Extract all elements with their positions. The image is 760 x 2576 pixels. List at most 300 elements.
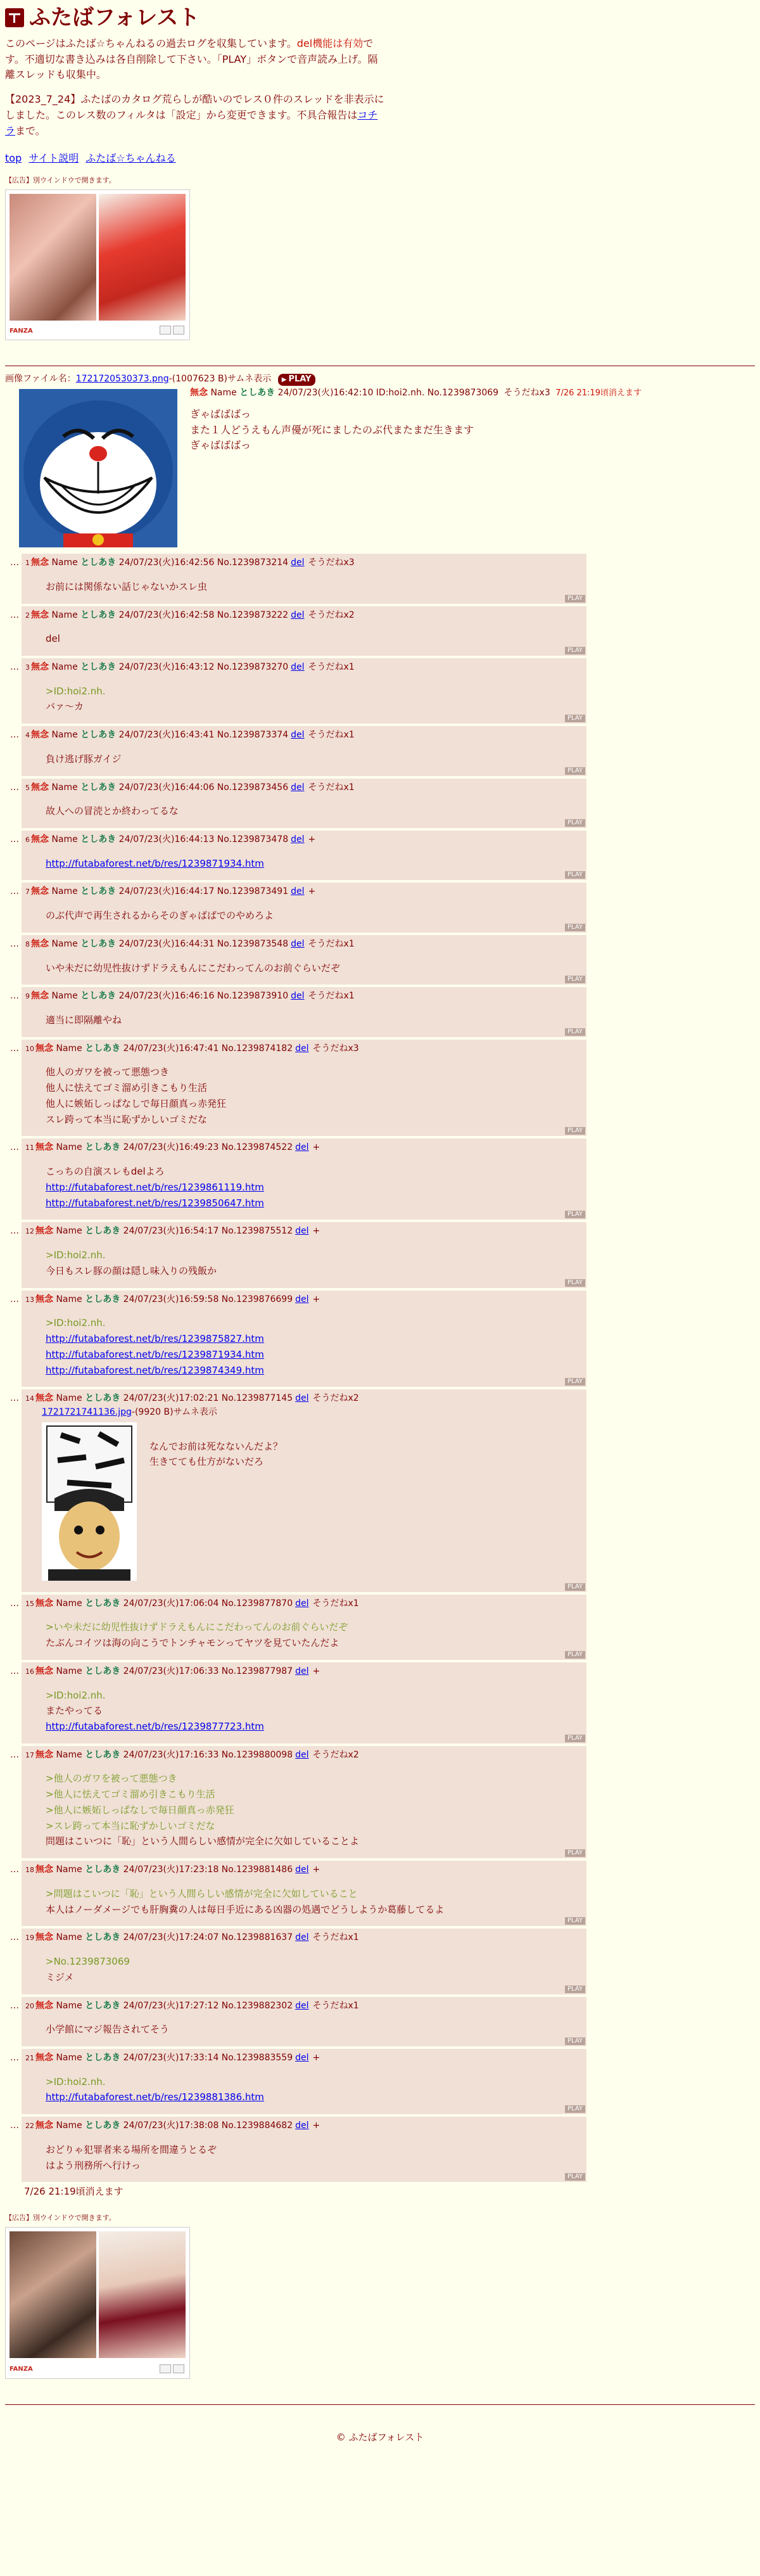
reply-quote: >No.1239873069: [46, 1956, 130, 1968]
del-link[interactable]: del: [291, 730, 305, 741]
reply-name-label: Name: [56, 1294, 82, 1304]
reply-box: [22, 1222, 586, 1287]
ad-image[interactable]: [10, 194, 186, 321]
reply-date: 24/07/23(火)17:27:12 No.1239882302: [123, 2000, 293, 2011]
bug-report-link[interactable]: コチラ: [5, 108, 378, 137]
reply-menu-icon[interactable]: …: [10, 558, 19, 568]
sodane-button[interactable]: そうだねx2: [312, 1749, 359, 1760]
reply-row: [5, 1746, 755, 1858]
sodane-button[interactable]: そうだねx1: [308, 661, 355, 672]
reply-play-button[interactable]: PLAY: [565, 2173, 585, 2181]
reply-name-label: Name: [56, 2000, 82, 2011]
notice-text-2: です。不適切な書き込みは各自削除して下さい。「PLAY」ボタンで音声読み上げ。隔離スレッドも収集中。: [5, 37, 378, 81]
reply-name-label: Name: [51, 886, 78, 897]
reply-menu-icon[interactable]: …: [10, 782, 19, 793]
reply-text: [46, 1164, 583, 1211]
reply-date: 24/07/23(火)17:24:07 No.1239881637: [123, 1932, 293, 1943]
reply-row: [5, 883, 755, 932]
sodane-button[interactable]: +: [312, 1294, 320, 1304]
reply-subject: 無念: [35, 1142, 53, 1153]
reply-row: [5, 554, 755, 603]
site-header: [5, 5, 755, 31]
reply-text: [46, 579, 583, 595]
reply-date: 24/07/23(火)16:54:17 No.1239875512: [123, 1226, 293, 1237]
reply-text: [46, 2074, 583, 2106]
reply-play-button[interactable]: PLAY: [565, 924, 585, 931]
reply-quote: >他人に怯えてゴミ溜め引きこもり生活: [46, 1789, 215, 1801]
reply-box: [22, 658, 586, 724]
reply-subject: 無念: [35, 1749, 53, 1760]
notice-text-1: このページはふたば☆ちゃんねるの過去ログを収集しています。: [5, 37, 297, 49]
reply-line: 他人のガワを被って悪態つき: [46, 1066, 170, 1078]
sodane-button[interactable]: そうだねx1: [312, 1598, 359, 1609]
reply-name: としあき: [85, 1226, 121, 1237]
reply-play-button[interactable]: PLAY: [565, 715, 585, 722]
reply-date: 24/07/23(火)17:23:18 No.1239881486: [123, 1865, 293, 1875]
reply-date: 24/07/23(火)16:44:06 No.1239873456: [118, 782, 289, 793]
del-link[interactable]: del: [295, 2000, 309, 2011]
del-link[interactable]: del: [295, 2120, 309, 2131]
reply-subject: 無念: [35, 1393, 53, 1404]
reply-subject: 無念: [35, 2120, 53, 2131]
reply-box: [22, 2117, 586, 2182]
sodane-button[interactable]: そうだねx2: [308, 609, 355, 620]
reply-header: [25, 885, 583, 899]
site-logo-icon[interactable]: [5, 8, 24, 27]
reply-number: 9: [25, 992, 30, 1001]
sodane-button[interactable]: そうだねx3: [308, 558, 355, 568]
reply-header: [25, 609, 583, 623]
reply-quote: >いや未だに幼児性抜けずドラえもんにこだわってんのお前ぐらいだぞ: [46, 1621, 348, 1633]
reply-subject: 無念: [35, 1294, 53, 1304]
reply-subject: 無念: [35, 1932, 53, 1943]
reply-name: としあき: [80, 834, 117, 845]
reply-header: [25, 1597, 583, 1611]
reply-number: 17: [25, 1750, 34, 1759]
reply-header: [25, 1392, 583, 1406]
reply-line: del: [46, 633, 60, 645]
reply-header: [25, 2119, 583, 2133]
reply-date: 24/07/23(火)16:43:12 No.1239873270: [118, 661, 289, 672]
reply-name: としあき: [80, 558, 117, 568]
reply-quote: >他人のガワを被って悪態つき: [46, 1773, 177, 1785]
reply-menu-icon[interactable]: …: [10, 938, 19, 949]
reply-date: 24/07/23(火)17:02:21 No.1239877145: [123, 1393, 293, 1404]
reply-link[interactable]: http://futabaforest.net/b/res/1239871934.htm: [46, 857, 264, 869]
reply-text: [46, 856, 583, 872]
del-link[interactable]: del: [295, 1142, 309, 1153]
reply-play-button[interactable]: PLAY: [565, 2105, 585, 2113]
del-link[interactable]: del: [291, 991, 305, 1002]
reply-text: [46, 1315, 583, 1378]
reply-header: [25, 1141, 583, 1155]
reply-name: としあき: [80, 661, 117, 672]
reply-name-label: Name: [56, 1598, 82, 1609]
reply-header: [25, 833, 583, 847]
reply-play-button[interactable]: PLAY: [565, 1986, 585, 1993]
top-link[interactable]: top: [5, 151, 22, 164]
reply-box: [22, 1861, 586, 1926]
reply-number: 12: [25, 1227, 34, 1236]
reply-row: [5, 779, 755, 828]
reply-name-label: Name: [51, 730, 78, 741]
reply-number: 14: [25, 1394, 34, 1403]
reply-name: としあき: [85, 1142, 121, 1153]
op-header: [190, 386, 642, 400]
reply-play-button[interactable]: PLAY: [565, 595, 585, 603]
reply-date: 24/07/23(火)16:46:16 No.1239873910: [118, 991, 289, 1002]
reply-menu-icon[interactable]: …: [10, 1142, 19, 1153]
reply-box: [22, 726, 586, 775]
reply-number: 7: [25, 888, 30, 896]
reply-subject: 無念: [31, 834, 49, 845]
reply-header: [25, 1863, 583, 1877]
reply-header: [25, 990, 583, 1004]
reply-header: [25, 1931, 583, 1945]
reply-menu-icon[interactable]: …: [10, 886, 19, 897]
reply-date: 24/07/23(火)16:44:13 No.1239873478: [118, 834, 289, 845]
op-file-link[interactable]: 1721720530373.png: [75, 374, 169, 385]
site-title[interactable]: ふたばフォレスト: [29, 5, 200, 30]
reply-date: 24/07/23(火)16:42:58 No.1239873222: [118, 609, 289, 620]
reply-name-label: Name: [51, 782, 78, 793]
ad2-banner[interactable]: [5, 2227, 190, 2379]
sodane-button[interactable]: +: [312, 1865, 320, 1875]
op-body: [190, 386, 642, 454]
reply-link[interactable]: http://futabaforest.net/b/res/1239861119.htm: [46, 1181, 264, 1193]
ad2-controls[interactable]: [160, 2364, 184, 2373]
op-date: 24/07/23(火)16:42:10 ID:hoi2.nh. No.1239873069: [277, 388, 499, 399]
reply-line: いや未だに幼児性抜けずドラえもんにこだわってんのお前ぐらいだぞ: [46, 962, 340, 974]
reply-header: [25, 781, 583, 795]
reply-text: [46, 751, 583, 767]
reply-menu-icon[interactable]: …: [10, 991, 19, 1002]
reply-number: 8: [25, 940, 30, 948]
reply-header: [25, 2051, 583, 2065]
notice-del-note: del機能は有効: [296, 37, 364, 49]
reply-name: としあき: [85, 1666, 121, 1676]
reply-play-button[interactable]: PLAY: [565, 647, 585, 654]
sodane-button[interactable]: そうだねx2: [312, 1393, 359, 1404]
reply-text: [46, 1886, 583, 1918]
reply-line: またやってる: [46, 1705, 103, 1717]
reply-link[interactable]: http://futabaforest.net/b/res/1239881386.htm: [46, 2091, 264, 2103]
ad2-logo: FANZA: [10, 2366, 33, 2373]
sodane-button[interactable]: そうだねx1: [308, 938, 355, 949]
reply-number: 1: [25, 559, 30, 568]
reply-subject: 無念: [35, 1226, 53, 1237]
del-link[interactable]: del: [295, 2053, 309, 2063]
reply-date: 24/07/23(火)17:38:08 No.1239884682: [123, 2120, 293, 2131]
reply-link[interactable]: http://futabaforest.net/b/res/1239875827.htm: [46, 1333, 264, 1345]
op-sodane[interactable]: そうだねx3: [504, 388, 550, 399]
reply-row: [5, 658, 755, 724]
reply-number: 20: [25, 2001, 34, 2010]
reply-box: [22, 831, 586, 880]
reply-text: [46, 1064, 583, 1127]
reply-play-button[interactable]: PLAY: [565, 1127, 585, 1135]
reply-name: としあき: [85, 2120, 121, 2131]
op-image[interactable]: [19, 389, 177, 547]
reply-menu-icon[interactable]: …: [10, 1865, 19, 1875]
reply-number: 3: [25, 663, 30, 672]
reply-list: [5, 554, 755, 2182]
reply-menu-icon[interactable]: …: [10, 2053, 19, 2063]
ad-controls[interactable]: [160, 326, 184, 335]
reply-text: [149, 1439, 282, 1583]
reply-text: [46, 1954, 583, 1986]
reply-name: としあき: [85, 1393, 121, 1404]
del-link[interactable]: del: [291, 609, 305, 620]
reply-name-label: Name: [56, 1043, 82, 1054]
sodane-button[interactable]: +: [308, 834, 316, 845]
reply-play-button[interactable]: PLAY: [565, 1028, 585, 1036]
reply-menu-icon[interactable]: …: [10, 1666, 19, 1676]
reply-date: 24/07/23(火)17:06:33 No.1239877987: [123, 1666, 293, 1676]
reply-subject: 無念: [35, 1043, 53, 1054]
reply-menu-icon[interactable]: …: [10, 1932, 19, 1943]
reply-text: [46, 1771, 583, 1849]
del-link[interactable]: del: [295, 1294, 309, 1304]
op-line: ぎゃばばばっ: [190, 439, 251, 452]
reply-line: お前には関係ない話じゃないかスレ虫: [46, 580, 208, 592]
reply-menu-icon[interactable]: …: [10, 1226, 19, 1237]
reply-box: [22, 883, 586, 932]
reply-row: [5, 726, 755, 775]
reply-row: [5, 2049, 755, 2114]
reply-box: [22, 1595, 586, 1660]
reply-date: 24/07/23(火)16:44:31 No.1239873548: [118, 938, 289, 949]
sodane-button[interactable]: +: [312, 1226, 320, 1237]
reply-name-label: Name: [56, 1932, 82, 1943]
reply-number: 13: [25, 1295, 34, 1304]
reply-line: 生きてても仕方がないだろ: [149, 1456, 264, 1468]
reply-subject: 無念: [35, 1865, 53, 1875]
sodane-button[interactable]: +: [308, 886, 316, 897]
sodane-button[interactable]: そうだねx3: [312, 1043, 359, 1054]
op-expire: 7/26 21:19頃消えます: [555, 388, 642, 399]
reply-menu-icon[interactable]: …: [10, 2120, 19, 2131]
reply-name: としあき: [85, 2000, 121, 2011]
reply-play-button[interactable]: PLAY: [565, 1583, 585, 1591]
sodane-button[interactable]: +: [312, 1142, 320, 1153]
reply-menu-icon[interactable]: …: [10, 1393, 19, 1404]
reply-date: 24/07/23(火)16:59:58 No.1239876699: [123, 1294, 293, 1304]
reply-subject: 無念: [31, 730, 49, 741]
site-info-link[interactable]: サイト説明: [28, 151, 79, 164]
reply-name: としあき: [85, 2053, 121, 2063]
reply-line: なんでお前は死なないんだよ？: [149, 1440, 283, 1452]
reply-play-button[interactable]: PLAY: [565, 1735, 585, 1742]
reply-box: [22, 2049, 586, 2114]
reply-subject: 無念: [31, 938, 49, 949]
reply-line: 他人に怯えてゴミ溜め引きこもり生活: [46, 1082, 208, 1094]
del-link[interactable]: del: [291, 661, 305, 672]
op-file-label: 画像ファイル名：: [5, 374, 76, 385]
reply-link[interactable]: http://futabaforest.net/b/res/1239874349.htm: [46, 1364, 264, 1376]
reply-number: 2: [25, 611, 30, 620]
op-play-button[interactable]: ▶ PLAY: [278, 374, 315, 386]
reply-play-button[interactable]: PLAY: [565, 1279, 585, 1287]
reply-name-label: Name: [56, 1142, 82, 1153]
reply-menu-icon[interactable]: …: [10, 2000, 19, 2011]
reply-header: [25, 938, 583, 952]
reply-menu-icon[interactable]: …: [10, 730, 19, 741]
reply-name-label: Name: [56, 2053, 82, 2063]
reply-date: 24/07/23(火)17:16:33 No.1239880098: [123, 1749, 293, 1760]
reply-row: [5, 935, 755, 985]
del-link[interactable]: del: [295, 1932, 309, 1943]
reply-number: 4: [25, 731, 30, 740]
del-link[interactable]: del: [291, 558, 305, 568]
reply-play-button[interactable]: PLAY: [565, 1849, 585, 1857]
del-link[interactable]: del: [295, 1865, 309, 1875]
reply-line: 問題はこいつに「恥」という人間らしい感情が完全に欠如していることよ: [46, 1835, 360, 1847]
reply-name: としあき: [85, 1932, 121, 1943]
reply-header: [25, 556, 583, 570]
reply-line: たぶんコイツは海の向こうでトンチャモンってヤツを見ていたんだよ: [46, 1637, 339, 1649]
reply-menu-icon[interactable]: …: [10, 609, 19, 620]
reply-file-link[interactable]: 1721721741136.jpg: [42, 1406, 132, 1417]
sodane-button[interactable]: そうだねx1: [308, 730, 355, 741]
reply-subject: 無念: [31, 558, 49, 568]
op-subject: 無念: [190, 388, 208, 399]
reply-menu-icon[interactable]: …: [10, 1043, 19, 1054]
reply-line: 本人はノーダメージでも肝胸糞の人は毎日手近にある凶器の処遇でどうしようか葛藤してるよ: [46, 1903, 445, 1915]
reply-play-button[interactable]: PLAY: [565, 819, 585, 827]
reply-play-button[interactable]: PLAY: [565, 767, 585, 775]
sodane-button[interactable]: そうだねx1: [312, 2000, 359, 2011]
reply-name-label: Name: [51, 834, 78, 845]
reply-name: としあき: [85, 1043, 121, 1054]
del-link[interactable]: del: [295, 1666, 309, 1676]
reply-line: 適当に即隔離やね: [46, 1014, 122, 1026]
reply-text: [46, 1247, 583, 1279]
reply-name-label: Name: [56, 1865, 82, 1875]
reply-number: 15: [25, 1599, 34, 1608]
reply-play-button[interactable]: PLAY: [565, 1651, 585, 1659]
del-link[interactable]: del: [291, 886, 305, 897]
reply-name-label: Name: [51, 609, 78, 620]
reply-date: 24/07/23(火)16:44:17 No.1239873491: [118, 886, 289, 897]
reply-name: としあき: [85, 1865, 121, 1875]
reply-box: [22, 1746, 586, 1858]
reply-number: 22: [25, 2122, 34, 2131]
del-link[interactable]: del: [295, 1393, 309, 1404]
top-links: [5, 151, 755, 167]
reply-name-label: Name: [56, 1393, 82, 1404]
reply-link[interactable]: http://futabaforest.net/b/res/1239877723.htm: [46, 1721, 264, 1733]
reply-play-button[interactable]: PLAY: [565, 871, 585, 879]
del-link[interactable]: del: [295, 1226, 309, 1237]
op-line: ぎゃばばばっ: [190, 407, 251, 420]
del-link[interactable]: del: [291, 782, 305, 793]
reply-text: [46, 1619, 583, 1651]
reply-quote: >ID:hoi2.nh.: [46, 1689, 106, 1701]
reply-box: [22, 1997, 586, 2046]
reply-subject: 無念: [31, 661, 49, 672]
reply-box: [22, 1389, 586, 1591]
footer: © ふたばフォレスト: [5, 2404, 755, 2470]
reply-menu-icon[interactable]: …: [10, 834, 19, 845]
reply-line: 他人に嫉妬しっぱなしで毎日顔真っ赤発狂: [46, 1097, 227, 1109]
reply-line: こっちの自演スレもdelよろ: [46, 1166, 165, 1178]
reply-quote: >スレ跨って本当に恥ずかしいゴミだな: [46, 1820, 215, 1832]
reply-name: としあき: [80, 938, 117, 949]
del-link[interactable]: del: [291, 938, 305, 949]
reply-box: [22, 779, 586, 828]
reply-image[interactable]: [42, 1422, 137, 1581]
sodane-button[interactable]: +: [312, 1666, 320, 1676]
reply-row: [5, 2117, 755, 2182]
reply-play-button[interactable]: PLAY: [565, 2037, 585, 2045]
reply-subject: 無念: [35, 1666, 53, 1676]
reply-header: [25, 1225, 583, 1239]
reply-play-button[interactable]: PLAY: [565, 976, 585, 983]
sodane-button[interactable]: そうだねx1: [308, 782, 355, 793]
del-link[interactable]: del: [295, 1749, 309, 1760]
reply-text: [46, 803, 583, 819]
reply-text: [46, 1688, 583, 1735]
reply-name: としあき: [80, 782, 117, 793]
sodane-button[interactable]: そうだねx1: [308, 991, 355, 1002]
expire-bottom: 7/26 21:19頃消えます: [24, 2186, 124, 2198]
del-link[interactable]: del: [295, 1043, 309, 1054]
reply-header: [25, 661, 583, 675]
reply-row: [5, 987, 755, 1036]
ad-banner[interactable]: [5, 189, 190, 340]
reply-link[interactable]: http://futabaforest.net/b/res/1239871934.htm: [46, 1348, 264, 1360]
reply-link[interactable]: http://futabaforest.net/b/res/1239850647.htm: [46, 1197, 264, 1209]
reply-play-button[interactable]: PLAY: [565, 1917, 585, 1925]
reply-menu-icon[interactable]: …: [10, 1749, 19, 1760]
del-link[interactable]: del: [295, 1598, 309, 1609]
notice-text-4: まで。: [15, 124, 46, 137]
reply-date: 24/07/23(火)16:47:41 No.1239874182: [123, 1043, 293, 1054]
op-line: また１人どうえもん声優が死にましたのぶ代またまだ生きます: [190, 423, 474, 436]
reply-menu-icon[interactable]: …: [10, 1294, 19, 1304]
reply-box: [22, 1040, 586, 1137]
reply-line: 負け逃げ豚ガイジ: [46, 753, 122, 765]
reply-name-label: Name: [51, 558, 78, 568]
reply-subject: 無念: [31, 609, 49, 620]
reply-row: [5, 1861, 755, 1926]
del-link[interactable]: del: [291, 834, 305, 845]
reply-play-button[interactable]: PLAY: [565, 1211, 585, 1218]
reply-menu-icon[interactable]: …: [10, 1598, 19, 1609]
ad-note: 【広告】別ウインドウで開きます。: [5, 176, 116, 185]
reply-name: としあき: [80, 730, 117, 741]
sodane-button[interactable]: +: [312, 2053, 320, 2063]
reply-number: 21: [25, 2054, 34, 2063]
reply-number: 16: [25, 1667, 34, 1676]
reply-menu-icon[interactable]: …: [10, 661, 19, 672]
reply-subject: 無念: [35, 2053, 53, 2063]
reply-name: としあき: [85, 1294, 121, 1304]
ad2-image[interactable]: [10, 2231, 186, 2358]
reply-quote: >ID:hoi2.nh.: [46, 685, 106, 697]
sodane-button[interactable]: +: [312, 2120, 320, 2131]
reply-name-label: Name: [51, 938, 78, 949]
reply-number: 18: [25, 1866, 34, 1875]
sodane-button[interactable]: そうだねx1: [312, 1932, 359, 1943]
futaba-link[interactable]: ふたば☆ちゃんねる: [86, 151, 176, 164]
reply-name: としあき: [80, 609, 117, 620]
reply-quote: >ID:hoi2.nh.: [46, 2075, 106, 2088]
reply-name-label: Name: [56, 1666, 82, 1676]
reply-play-button[interactable]: PLAY: [565, 1378, 585, 1386]
reply-text: [46, 2142, 583, 2174]
